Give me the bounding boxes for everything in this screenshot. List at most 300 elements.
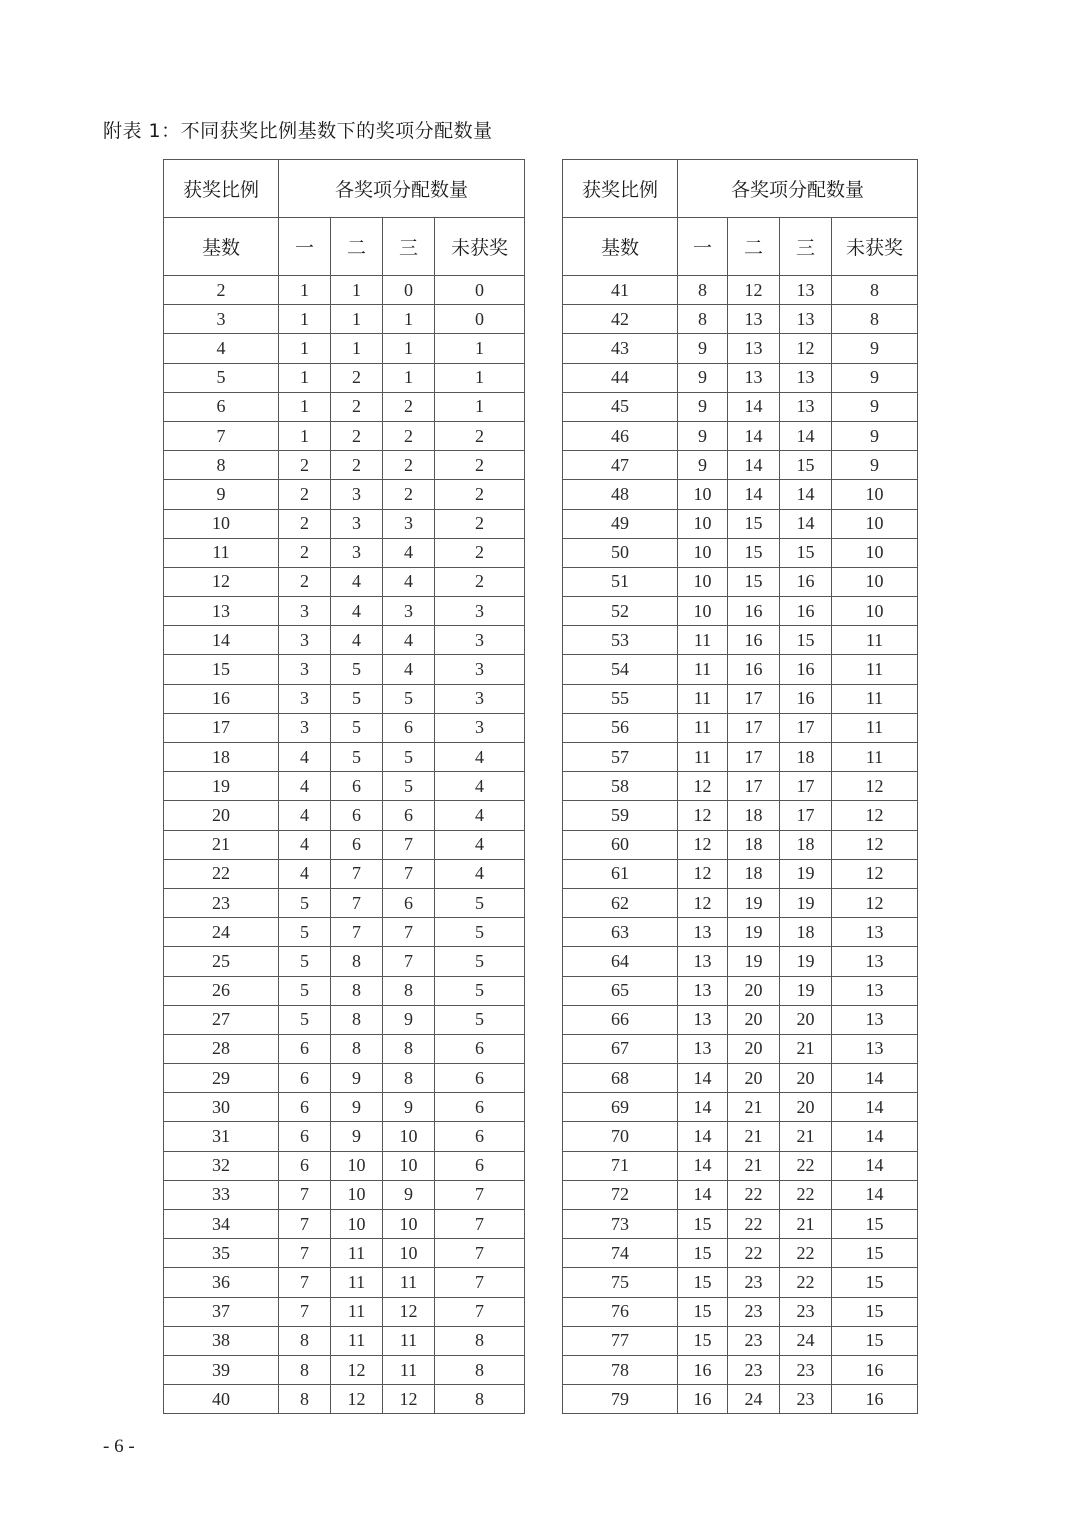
header-third: 三 (780, 218, 832, 276)
table-cell: 4 (435, 743, 525, 772)
table-cell: 21 (780, 1034, 832, 1063)
table-cell: 6 (279, 1151, 331, 1180)
table-cell: 75 (563, 1268, 678, 1297)
header-ratio: 获奖比例 (563, 160, 678, 218)
table-row (563, 305, 918, 334)
table-cell: 13 (780, 276, 832, 305)
table-cell: 8 (435, 1326, 525, 1355)
table-row (164, 538, 525, 567)
table-row (563, 801, 918, 830)
table-row (164, 276, 525, 305)
table-cell: 9 (832, 392, 918, 421)
table-row (164, 1122, 525, 1151)
table-cell: 5 (435, 888, 525, 917)
table-cell: 66 (563, 1005, 678, 1034)
table-cell: 39 (164, 1355, 279, 1384)
table-cell: 1 (331, 276, 383, 305)
table-cell: 2 (331, 451, 383, 480)
table-row (164, 772, 525, 801)
table-cell: 61 (563, 859, 678, 888)
table-caption: 附表 1：不同获奖比例基数下的奖项分配数量 (103, 120, 493, 142)
table-cell: 7 (279, 1268, 331, 1297)
table-row (563, 1326, 918, 1355)
table-cell: 56 (563, 713, 678, 742)
table-cell: 20 (728, 976, 780, 1005)
table-cell: 2 (331, 392, 383, 421)
table-cell: 5 (331, 655, 383, 684)
table-row (563, 334, 918, 363)
table-cell: 3 (383, 597, 435, 626)
table-row (563, 655, 918, 684)
table-cell: 5 (279, 1005, 331, 1034)
table-row (164, 1355, 525, 1384)
table-cell: 11 (832, 684, 918, 713)
table-cell: 20 (728, 1034, 780, 1063)
table-cell: 14 (678, 1180, 728, 1209)
table-cell: 18 (728, 830, 780, 859)
table-cell: 1 (383, 334, 435, 363)
table-cell: 18 (780, 830, 832, 859)
table-cell: 2 (383, 421, 435, 450)
table-cell: 23 (728, 1268, 780, 1297)
table-cell: 10 (678, 567, 728, 596)
table-cell: 3 (435, 597, 525, 626)
table-cell: 2 (435, 509, 525, 538)
table-cell: 17 (728, 743, 780, 772)
table-cell: 4 (435, 830, 525, 859)
table-cell: 9 (331, 1064, 383, 1093)
header-allocation: 各奖项分配数量 (678, 160, 918, 218)
table-cell: 11 (832, 655, 918, 684)
table-cell: 21 (728, 1122, 780, 1151)
table-cell: 5 (383, 684, 435, 713)
table-cell: 14 (728, 451, 780, 480)
table-cell: 12 (780, 334, 832, 363)
table-cell: 20 (728, 1064, 780, 1093)
table-cell: 15 (780, 451, 832, 480)
table-cell: 3 (435, 713, 525, 742)
table-cell: 8 (383, 1034, 435, 1063)
table-cell: 15 (832, 1210, 918, 1239)
table-cell: 15 (832, 1326, 918, 1355)
table-cell: 22 (780, 1151, 832, 1180)
table-row (563, 1239, 918, 1268)
table-cell: 8 (832, 305, 918, 334)
table-cell: 14 (678, 1122, 728, 1151)
table-cell: 2 (435, 421, 525, 450)
table-cell: 4 (435, 772, 525, 801)
table-cell: 4 (279, 743, 331, 772)
table-row (164, 859, 525, 888)
table-cell: 2 (435, 567, 525, 596)
table-row (164, 1093, 525, 1122)
table-cell: 18 (780, 918, 832, 947)
table-row (563, 947, 918, 976)
table-cell: 33 (164, 1180, 279, 1209)
table-row (164, 305, 525, 334)
table-cell: 18 (780, 743, 832, 772)
table-row (164, 363, 525, 392)
table-cell: 10 (383, 1122, 435, 1151)
table-row (563, 1151, 918, 1180)
table-cell: 8 (435, 1355, 525, 1384)
table-row (563, 276, 918, 305)
table-cell: 76 (563, 1297, 678, 1326)
table-cell: 10 (832, 597, 918, 626)
table-cell: 5 (331, 743, 383, 772)
table-cell: 10 (678, 538, 728, 567)
table-cell: 12 (678, 801, 728, 830)
table-cell: 9 (383, 1005, 435, 1034)
table-row (563, 567, 918, 596)
table-cell: 65 (563, 976, 678, 1005)
table-row (563, 597, 918, 626)
table-row (563, 1180, 918, 1209)
table-cell: 4 (435, 801, 525, 830)
table-cell: 12 (383, 1297, 435, 1326)
table-cell: 19 (780, 947, 832, 976)
table-cell: 8 (331, 1005, 383, 1034)
table-cell: 14 (678, 1151, 728, 1180)
table-cell: 4 (331, 597, 383, 626)
table-cell: 8 (164, 451, 279, 480)
table-row (563, 976, 918, 1005)
table-cell: 14 (780, 480, 832, 509)
table-row (563, 538, 918, 567)
table-cell: 30 (164, 1093, 279, 1122)
table-row (563, 451, 918, 480)
table-cell: 6 (383, 801, 435, 830)
table-cell: 9 (832, 421, 918, 450)
table-cell: 4 (331, 567, 383, 596)
table-cell: 9 (832, 451, 918, 480)
table-cell: 2 (383, 451, 435, 480)
table-cell: 14 (832, 1180, 918, 1209)
table-cell: 13 (678, 1034, 728, 1063)
table-cell: 19 (780, 859, 832, 888)
table-cell: 1 (279, 305, 331, 334)
table-row (164, 567, 525, 596)
table-cell: 1 (331, 334, 383, 363)
table-cell: 6 (383, 888, 435, 917)
table-cell: 14 (832, 1151, 918, 1180)
table-cell: 22 (780, 1180, 832, 1209)
table-cell: 5 (435, 976, 525, 1005)
table-cell: 71 (563, 1151, 678, 1180)
table-row (164, 509, 525, 538)
table-cell: 3 (279, 597, 331, 626)
table-row (563, 918, 918, 947)
table-cell: 3 (435, 626, 525, 655)
table-cell: 9 (678, 334, 728, 363)
table-cell: 3 (279, 626, 331, 655)
table-cell: 9 (331, 1093, 383, 1122)
table-row (164, 451, 525, 480)
table-cell: 47 (563, 451, 678, 480)
table-cell: 15 (728, 509, 780, 538)
table-cell: 10 (331, 1180, 383, 1209)
table-cell: 16 (728, 626, 780, 655)
table-cell: 16 (832, 1385, 918, 1414)
table-cell: 13 (678, 918, 728, 947)
table-cell: 3 (435, 655, 525, 684)
table-cell: 11 (832, 626, 918, 655)
table-cell: 68 (563, 1064, 678, 1093)
table-row (164, 1034, 525, 1063)
table-cell: 14 (832, 1093, 918, 1122)
table-cell: 15 (678, 1326, 728, 1355)
table-cell: 8 (678, 305, 728, 334)
table-cell: 15 (678, 1239, 728, 1268)
table-cell: 15 (728, 567, 780, 596)
table-cell: 2 (383, 392, 435, 421)
table-row (563, 1297, 918, 1326)
table-row (164, 334, 525, 363)
table-cell: 13 (678, 947, 728, 976)
table-cell: 28 (164, 1034, 279, 1063)
table-cell: 23 (728, 1326, 780, 1355)
header-third: 三 (383, 218, 435, 276)
table-cell: 4 (164, 334, 279, 363)
table-cell: 21 (728, 1093, 780, 1122)
table-cell: 7 (331, 859, 383, 888)
table-cell: 17 (164, 713, 279, 742)
table-cell: 10 (678, 509, 728, 538)
table-cell: 4 (435, 859, 525, 888)
table-cell: 16 (780, 655, 832, 684)
table-cell: 5 (383, 743, 435, 772)
table-cell: 13 (728, 363, 780, 392)
table-cell: 19 (164, 772, 279, 801)
table-cell: 1 (435, 334, 525, 363)
table-cell: 4 (279, 830, 331, 859)
table-cell: 48 (563, 480, 678, 509)
table-cell: 72 (563, 1180, 678, 1209)
table-cell: 2 (331, 363, 383, 392)
table-cell: 13 (728, 305, 780, 334)
table-cell: 8 (331, 1034, 383, 1063)
table-cell: 11 (331, 1297, 383, 1326)
table-cell: 12 (678, 888, 728, 917)
table-cell: 29 (164, 1064, 279, 1093)
table-cell: 11 (331, 1326, 383, 1355)
table-row (563, 713, 918, 742)
table-cell: 0 (435, 276, 525, 305)
table-cell: 19 (728, 947, 780, 976)
table-cell: 5 (331, 713, 383, 742)
table-row (164, 684, 525, 713)
header-second: 二 (331, 218, 383, 276)
table-cell: 77 (563, 1326, 678, 1355)
header-first: 一 (279, 218, 331, 276)
table-cell: 11 (331, 1268, 383, 1297)
table-cell: 3 (279, 655, 331, 684)
table-cell: 21 (164, 830, 279, 859)
table-cell: 7 (435, 1239, 525, 1268)
table-cell: 10 (331, 1151, 383, 1180)
table-cell: 22 (164, 859, 279, 888)
table-cell: 15 (780, 538, 832, 567)
table-cell: 18 (728, 801, 780, 830)
table-cell: 2 (164, 276, 279, 305)
table-row (164, 1385, 525, 1414)
table-cell: 10 (832, 509, 918, 538)
table-cell: 5 (279, 976, 331, 1005)
header-first: 一 (678, 218, 728, 276)
table-body-right (563, 276, 918, 1414)
table-cell: 11 (331, 1239, 383, 1268)
table-row (164, 655, 525, 684)
table-row (563, 1034, 918, 1063)
table-cell: 45 (563, 392, 678, 421)
table-cell: 64 (563, 947, 678, 976)
table-row (563, 684, 918, 713)
table-row (164, 918, 525, 947)
table-cell: 12 (678, 772, 728, 801)
header-ratio: 获奖比例 (164, 160, 279, 218)
table-cell: 10 (383, 1239, 435, 1268)
table-row (563, 772, 918, 801)
table-cell: 62 (563, 888, 678, 917)
table-cell: 13 (164, 597, 279, 626)
table-row (164, 421, 525, 450)
table-cell: 11 (383, 1268, 435, 1297)
table-cell: 27 (164, 1005, 279, 1034)
table-cell: 7 (435, 1180, 525, 1209)
header-base: 基数 (563, 218, 678, 276)
table-cell: 9 (383, 1093, 435, 1122)
table-cell: 2 (279, 538, 331, 567)
table-cell: 14 (728, 480, 780, 509)
table-cell: 9 (164, 480, 279, 509)
table-cell: 7 (331, 888, 383, 917)
table-cell: 13 (678, 1005, 728, 1034)
table-cell: 10 (832, 567, 918, 596)
table-cell: 5 (279, 888, 331, 917)
table-row (563, 1268, 918, 1297)
table-cell: 9 (678, 363, 728, 392)
table-cell: 13 (780, 363, 832, 392)
table-cell: 4 (279, 772, 331, 801)
table-cell: 1 (279, 363, 331, 392)
table-cell: 13 (728, 334, 780, 363)
table-cell: 8 (279, 1355, 331, 1384)
table-cell: 6 (435, 1064, 525, 1093)
table-cell: 43 (563, 334, 678, 363)
header-base: 基数 (164, 218, 279, 276)
table-cell: 52 (563, 597, 678, 626)
table-cell: 3 (383, 509, 435, 538)
table-cell: 10 (678, 597, 728, 626)
table-cell: 7 (383, 859, 435, 888)
table-cell: 51 (563, 567, 678, 596)
table-cell: 63 (563, 918, 678, 947)
table-row (563, 392, 918, 421)
table-cell: 11 (678, 743, 728, 772)
table-cell: 16 (832, 1355, 918, 1384)
table-cell: 9 (832, 334, 918, 363)
table-cell: 22 (728, 1180, 780, 1209)
table-row (164, 1180, 525, 1209)
table-cell: 4 (331, 626, 383, 655)
table-cell: 70 (563, 1122, 678, 1151)
table-cell: 6 (331, 830, 383, 859)
table-cell: 2 (279, 451, 331, 480)
table-cell: 5 (331, 684, 383, 713)
table-row (563, 830, 918, 859)
table-body-left (164, 276, 525, 1414)
table-cell: 16 (780, 684, 832, 713)
table-cell: 1 (383, 305, 435, 334)
table-cell: 4 (383, 626, 435, 655)
table-cell: 2 (279, 567, 331, 596)
table-cell: 10 (832, 480, 918, 509)
header-none: 未获奖 (832, 218, 918, 276)
table-cell: 7 (279, 1210, 331, 1239)
table-cell: 3 (331, 480, 383, 509)
allocation-table-right (562, 159, 918, 1414)
table-cell: 14 (832, 1122, 918, 1151)
table-row (164, 1005, 525, 1034)
table-cell: 3 (279, 713, 331, 742)
table-cell: 8 (832, 276, 918, 305)
table-cell: 2 (279, 480, 331, 509)
table-cell: 10 (832, 538, 918, 567)
table-cell: 5 (279, 918, 331, 947)
table-cell: 31 (164, 1122, 279, 1151)
table-cell: 11 (832, 713, 918, 742)
table-cell: 14 (728, 421, 780, 450)
table-cell: 3 (331, 509, 383, 538)
table-cell: 7 (279, 1297, 331, 1326)
table-cell: 23 (164, 888, 279, 917)
table-row (563, 363, 918, 392)
table-cell: 14 (780, 421, 832, 450)
table-cell: 22 (728, 1239, 780, 1268)
table-cell: 11 (678, 626, 728, 655)
table-cell: 11 (832, 743, 918, 772)
table-cell: 6 (435, 1093, 525, 1122)
table-cell: 4 (279, 801, 331, 830)
table-cell: 17 (728, 772, 780, 801)
table-cell: 42 (563, 305, 678, 334)
table-row (563, 626, 918, 655)
table-cell: 20 (164, 801, 279, 830)
table-cell: 9 (678, 392, 728, 421)
table-cell: 73 (563, 1210, 678, 1239)
table-cell: 3 (279, 684, 331, 713)
table-cell: 13 (780, 392, 832, 421)
table-cell: 7 (331, 918, 383, 947)
table-cell: 6 (164, 392, 279, 421)
table-cell: 5 (279, 947, 331, 976)
table-cell: 15 (780, 626, 832, 655)
table-row (164, 743, 525, 772)
table-cell: 4 (383, 538, 435, 567)
table-row (164, 976, 525, 1005)
table-cell: 5 (164, 363, 279, 392)
table-cell: 12 (832, 801, 918, 830)
table-cell: 3 (435, 684, 525, 713)
table-cell: 57 (563, 743, 678, 772)
table-cell: 12 (678, 830, 728, 859)
table-cell: 7 (279, 1180, 331, 1209)
table-cell: 6 (279, 1064, 331, 1093)
table-cell: 14 (728, 392, 780, 421)
table-cell: 17 (780, 801, 832, 830)
table-cell: 14 (164, 626, 279, 655)
table-row (164, 1239, 525, 1268)
